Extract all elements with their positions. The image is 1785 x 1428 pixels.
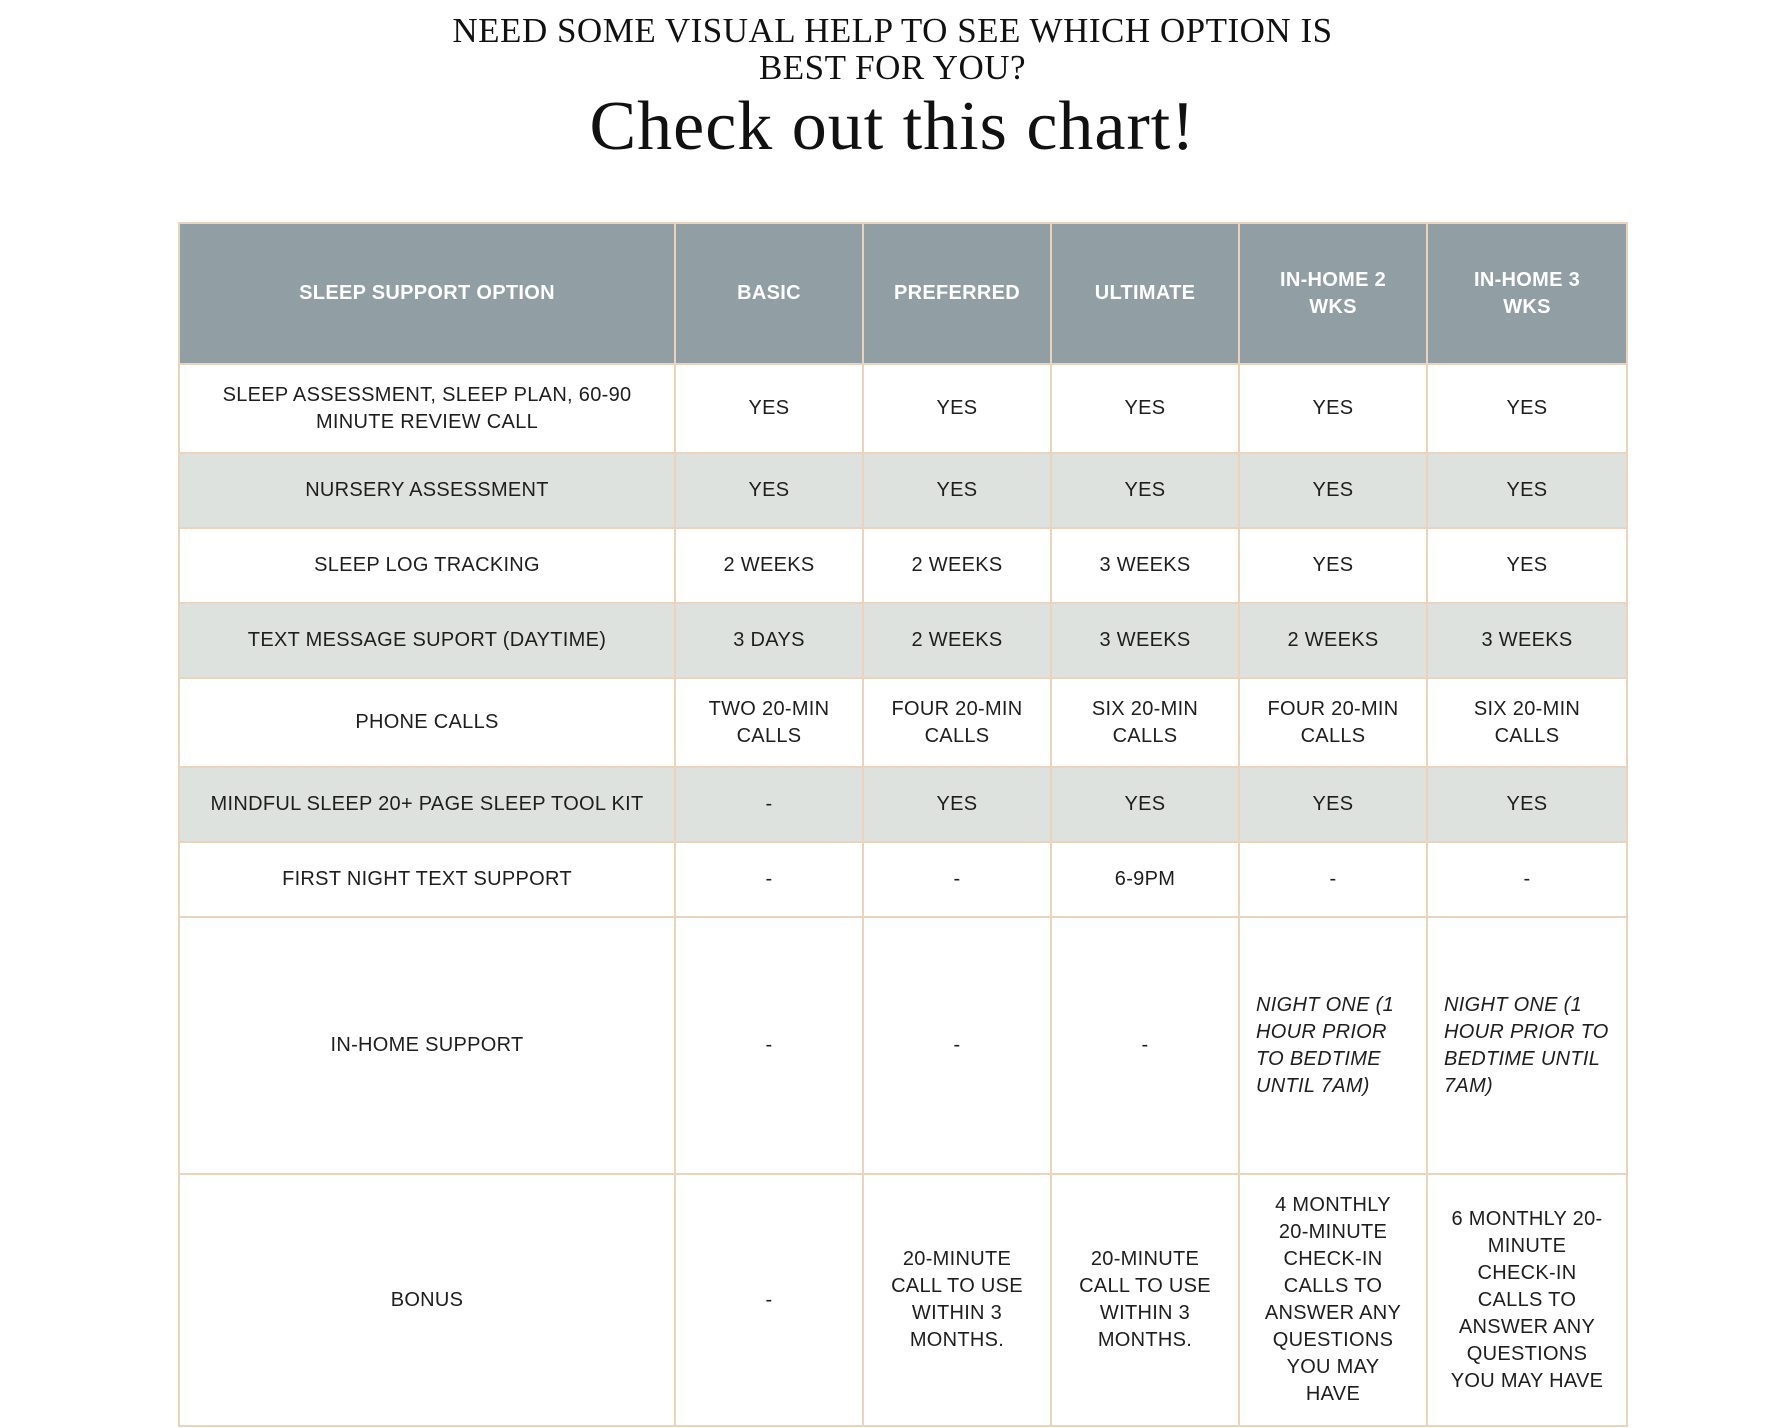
page-title: Check out this chart!: [589, 88, 1196, 165]
row-label: FIRST NIGHT TEXT SUPPORT: [179, 842, 675, 917]
table-cell: -: [675, 767, 863, 842]
table-cell: 20-MINUTE CALL TO USE WITHIN 3 MONTHS.: [1051, 1174, 1239, 1426]
table-header-row: [179, 223, 1627, 364]
table-cell: -: [863, 842, 1051, 917]
table-row: [179, 842, 1627, 917]
table-cell: 20-MINUTE CALL TO USE WITHIN 3 MONTHS.: [863, 1174, 1051, 1426]
table-cell: -: [675, 917, 863, 1174]
table-cell: -: [1051, 917, 1239, 1174]
table-row: [179, 603, 1627, 678]
table-cell: FOUR 20-MIN CALLS: [1239, 678, 1427, 767]
table-cell: -: [863, 917, 1051, 1174]
row-label: BONUS: [179, 1174, 675, 1426]
row-label: IN-HOME SUPPORT: [179, 917, 675, 1174]
table-cell: -: [1427, 842, 1627, 917]
table-cell: YES: [1427, 528, 1627, 603]
table-cell: NIGHT ONE (1 HOUR PRIOR TO BEDTIME UNTIL 7AM): [1427, 917, 1627, 1174]
table-cell: FOUR 20-MIN CALLS: [863, 678, 1051, 767]
table-cell: 4 MONTHLY 20-MINUTE CHECK-IN CALLS TO ANSWER ANY QUESTIONS YOU MAY HAVE: [1239, 1174, 1427, 1426]
table-cell: NIGHT ONE (1 HOUR PRIOR TO BEDTIME UNTIL 7AM): [1239, 917, 1427, 1174]
row-label: MINDFUL SLEEP 20+ PAGE SLEEP TOOL KIT: [179, 767, 675, 842]
row-label: PHONE CALLS: [179, 678, 675, 767]
table-row: [179, 1174, 1627, 1426]
table-cell: 3 WEEKS: [1051, 603, 1239, 678]
header-in-home-3-wks: IN-HOME 3 WKS: [1427, 223, 1627, 364]
table-cell: YES: [1239, 364, 1427, 453]
table-cell: YES: [863, 453, 1051, 528]
table-cell: 3 WEEKS: [1051, 528, 1239, 603]
table-cell: YES: [863, 767, 1051, 842]
table-cell: YES: [1051, 453, 1239, 528]
row-label: SLEEP ASSESSMENT, SLEEP PLAN, 60-90 MINUTE REVIEW CALL: [179, 364, 675, 453]
table-cell: YES: [863, 364, 1051, 453]
row-label: TEXT MESSAGE SUPORT (DAYTIME): [179, 603, 675, 678]
table-row: [179, 453, 1627, 528]
table-row: [179, 528, 1627, 603]
table-cell: -: [1239, 842, 1427, 917]
table-cell: -: [675, 1174, 863, 1426]
table-row: [179, 917, 1627, 1174]
comparison-table: [178, 222, 1628, 1427]
table-cell: 3 DAYS: [675, 603, 863, 678]
table-cell: YES: [1427, 453, 1627, 528]
table-cell: YES: [1051, 767, 1239, 842]
table-cell: -: [675, 842, 863, 917]
row-label: SLEEP LOG TRACKING: [179, 528, 675, 603]
header-ultimate: ULTIMATE: [1051, 223, 1239, 364]
table-cell: 6-9PM: [1051, 842, 1239, 917]
table-row: [179, 678, 1627, 767]
table-cell: YES: [1239, 528, 1427, 603]
header-preferred: PREFERRED: [863, 223, 1051, 364]
table-cell: TWO 20-MIN CALLS: [675, 678, 863, 767]
table-cell: 3 WEEKS: [1427, 603, 1627, 678]
table-cell: YES: [1239, 453, 1427, 528]
table-cell: YES: [675, 364, 863, 453]
header-basic: BASIC: [675, 223, 863, 364]
table-cell: YES: [1051, 364, 1239, 453]
page-heading: [0, 12, 1785, 166]
table-cell: 2 WEEKS: [863, 528, 1051, 603]
table-cell: 2 WEEKS: [863, 603, 1051, 678]
table-cell: YES: [1427, 364, 1627, 453]
header-in-home-2-wks: IN-HOME 2 WKS: [1239, 223, 1427, 364]
table-cell: 2 WEEKS: [675, 528, 863, 603]
table-cell: SIX 20-MIN CALLS: [1427, 678, 1627, 767]
table-cell: YES: [675, 453, 863, 528]
page-subtitle: NEED SOME VISUAL HELP TO SEE WHICH OPTION IS BEST FOR YOU?: [452, 11, 1333, 87]
table-row: [179, 767, 1627, 842]
header-option: SLEEP SUPPORT OPTION: [179, 223, 675, 364]
table-cell: 6 MONTHLY 20-MINUTE CHECK-IN CALLS TO ANSWER ANY QUESTIONS YOU MAY HAVE: [1427, 1174, 1627, 1426]
table-cell: YES: [1427, 767, 1627, 842]
table-cell: 2 WEEKS: [1239, 603, 1427, 678]
row-label: NURSERY ASSESSMENT: [179, 453, 675, 528]
table-cell: YES: [1239, 767, 1427, 842]
table-row: [179, 364, 1627, 453]
table-cell: SIX 20-MIN CALLS: [1051, 678, 1239, 767]
